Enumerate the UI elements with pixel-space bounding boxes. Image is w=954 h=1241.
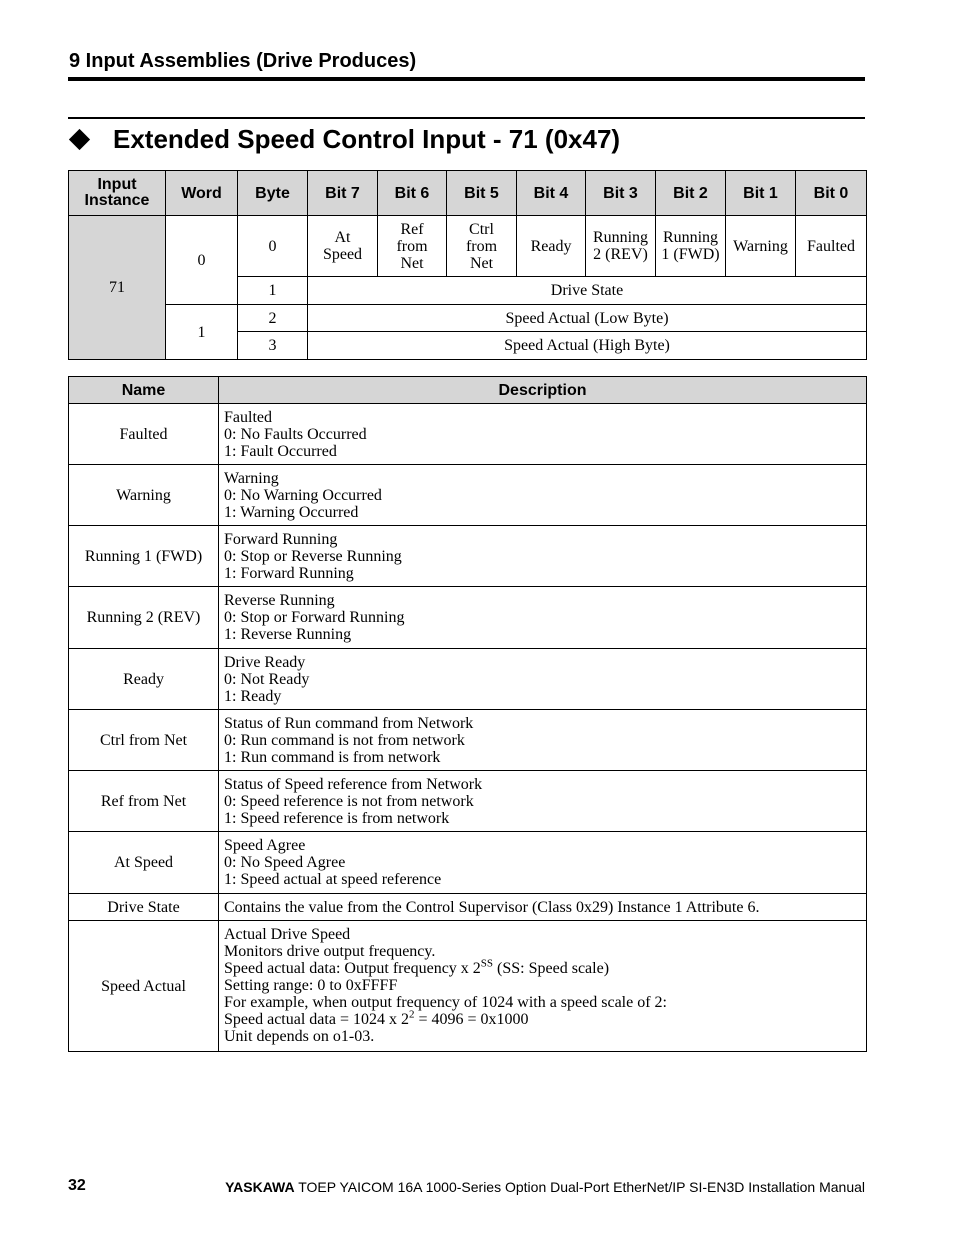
- bit-cell: At Speed: [308, 216, 378, 277]
- table-row: [69, 894, 867, 921]
- description-line: 0: Stop or Reverse Running: [224, 548, 402, 565]
- byte-value-cell: Drive State: [308, 277, 867, 305]
- description-line: 1: Ready: [224, 688, 282, 705]
- table-row: [69, 305, 867, 332]
- byte-value-cell: Speed Actual (High Byte): [308, 332, 867, 360]
- table-row: [69, 832, 867, 894]
- formula-exponent: 2: [408, 1008, 415, 1021]
- header-bit-5: Bit 5: [447, 171, 517, 216]
- row-description: [219, 587, 867, 649]
- bit-cell: Warning: [726, 216, 796, 277]
- description-line: 1: Forward Running: [224, 565, 354, 582]
- row-name: At Speed: [69, 832, 219, 894]
- row-name: Warning: [69, 465, 219, 526]
- description-line: Status of Run command from Network: [224, 715, 474, 732]
- table-header-row: [69, 377, 867, 404]
- bit-description-table: [68, 376, 867, 1052]
- description-line: Forward Running: [224, 531, 338, 548]
- description-line: 1: Speed reference is from network: [224, 810, 450, 827]
- footer-manual-title: [225, 1179, 865, 1195]
- row-name: Ref from Net: [69, 771, 219, 832]
- bit-cell: Faulted: [796, 216, 867, 277]
- row-description: [219, 649, 867, 710]
- bit-cell: Running 1 (FWD): [656, 216, 726, 277]
- description-line: 0: Not Ready: [224, 671, 310, 688]
- bit-cell: Running 2 (REV): [586, 216, 656, 277]
- table-row: [69, 526, 867, 587]
- description-line: 1: Fault Occurred: [224, 443, 337, 460]
- description-line: Contains the value from the Control Supervisor (Class 0x29) Instance 1 Attribute 6.: [224, 898, 760, 916]
- instance-cell: 71: [69, 216, 166, 360]
- byte-cell: 0: [238, 216, 308, 277]
- table-row: [69, 921, 867, 1052]
- table-row: [69, 216, 867, 277]
- table-header-row: [69, 171, 867, 216]
- diamond-bullet-icon: [69, 129, 90, 150]
- description-line: For example, when output frequency of 1024 with a speed scale of 2:: [224, 994, 667, 1011]
- description-line: 0: No Faults Occurred: [224, 426, 367, 443]
- description-line: Monitors drive output frequency.: [224, 943, 436, 960]
- table-row: [69, 771, 867, 832]
- description-line: Reverse Running: [224, 592, 335, 609]
- row-description: [219, 771, 867, 832]
- description-line: 0: No Speed Agree: [224, 854, 346, 871]
- bit-assignment-table: [68, 170, 867, 360]
- row-description: [219, 710, 867, 771]
- bit-cell: Ref from Net: [378, 216, 447, 277]
- header-word: Word: [166, 171, 238, 216]
- description-line: 0: No Warning Occurred: [224, 487, 382, 504]
- table-row: [69, 710, 867, 771]
- header-input-instance: Input Instance: [69, 171, 166, 216]
- description-line: Faulted: [224, 409, 272, 426]
- header-bit-7: Bit 7: [308, 171, 378, 216]
- description-line: 0: Stop or Forward Running: [224, 609, 405, 626]
- header-description: Description: [219, 377, 867, 404]
- word-cell: 1: [166, 305, 238, 360]
- formula-exponent: SS: [480, 957, 494, 970]
- header-byte: Byte: [238, 171, 308, 216]
- section-heading: [66, 124, 620, 155]
- header-bit-1: Bit 1: [726, 171, 796, 216]
- formula-text: = 4096 = 0x1000: [414, 1011, 529, 1028]
- row-name: Drive State: [69, 894, 219, 921]
- row-name: Running 2 (REV): [69, 587, 219, 649]
- row-description: [219, 526, 867, 587]
- row-name: Speed Actual: [69, 921, 219, 1052]
- section-title: Extended Speed Control Input - 71 (0x47): [113, 124, 621, 154]
- bit-cell: Ctrl from Net: [447, 216, 517, 277]
- description-line: Warning: [224, 470, 279, 487]
- header-bit-3: Bit 3: [586, 171, 656, 216]
- row-name: Ctrl from Net: [69, 710, 219, 771]
- description-line: Status of Speed reference from Network: [224, 776, 483, 793]
- description-line: Drive Ready: [224, 654, 306, 671]
- header-bit-6: Bit 6: [378, 171, 447, 216]
- description-line: Speed Agree: [224, 837, 306, 854]
- row-name: Running 1 (FWD): [69, 526, 219, 587]
- table-row: [69, 587, 867, 649]
- page-number: 32: [68, 1177, 86, 1194]
- bit-cell: Ready: [517, 216, 586, 277]
- byte-value-cell: Speed Actual (Low Byte): [308, 305, 867, 332]
- description-line: 1: Run command is from network: [224, 749, 441, 766]
- row-description: [219, 832, 867, 894]
- description-line: 1: Reverse Running: [224, 626, 352, 643]
- footer-title-text: TOEP YAICOM 16A 1000-Series Option Dual-Port EtherNet/IP SI-EN3D Installation Manual: [294, 1179, 865, 1195]
- header-bit-4: Bit 4: [517, 171, 586, 216]
- row-name: Faulted: [69, 404, 219, 465]
- description-line: 1: Warning Occurred: [224, 504, 359, 521]
- table-row: [69, 404, 867, 465]
- header-name: Name: [69, 377, 219, 404]
- row-name: Ready: [69, 649, 219, 710]
- row-description: [219, 921, 867, 1052]
- header-rule: [68, 77, 865, 81]
- row-description: [219, 894, 867, 921]
- row-description: [219, 404, 867, 465]
- description-line: Setting range: 0 to 0xFFFF: [224, 977, 398, 994]
- byte-cell: 3: [238, 332, 308, 360]
- table-row: [69, 465, 867, 526]
- formula-text: (SS: Speed scale): [493, 960, 610, 977]
- description-line: [224, 957, 860, 977]
- description-line: 0: Speed reference is not from network: [224, 793, 474, 810]
- description-line: Unit depends on o1-03.: [224, 1028, 375, 1045]
- byte-cell: 1: [238, 277, 308, 305]
- description-line: 0: Run command is not from network: [224, 732, 465, 749]
- formula-text: Speed actual data: Output frequency x 2: [224, 960, 481, 977]
- byte-cell: 2: [238, 305, 308, 332]
- description-line: [224, 1008, 860, 1028]
- formula-text: Speed actual data = 1024 x 2: [224, 1011, 409, 1028]
- section-rule: [68, 117, 865, 119]
- row-description: [219, 465, 867, 526]
- header-bit-2: Bit 2: [656, 171, 726, 216]
- word-cell: 0: [166, 216, 238, 305]
- footer-brand: YASKAWA: [225, 1179, 295, 1195]
- table-row: [69, 649, 867, 710]
- description-line: 1: Speed actual at speed reference: [224, 871, 442, 888]
- header-bit-0: Bit 0: [796, 171, 867, 216]
- chapter-heading: 9 Input Assemblies (Drive Produces): [69, 50, 417, 72]
- description-line: Actual Drive Speed: [224, 926, 351, 943]
